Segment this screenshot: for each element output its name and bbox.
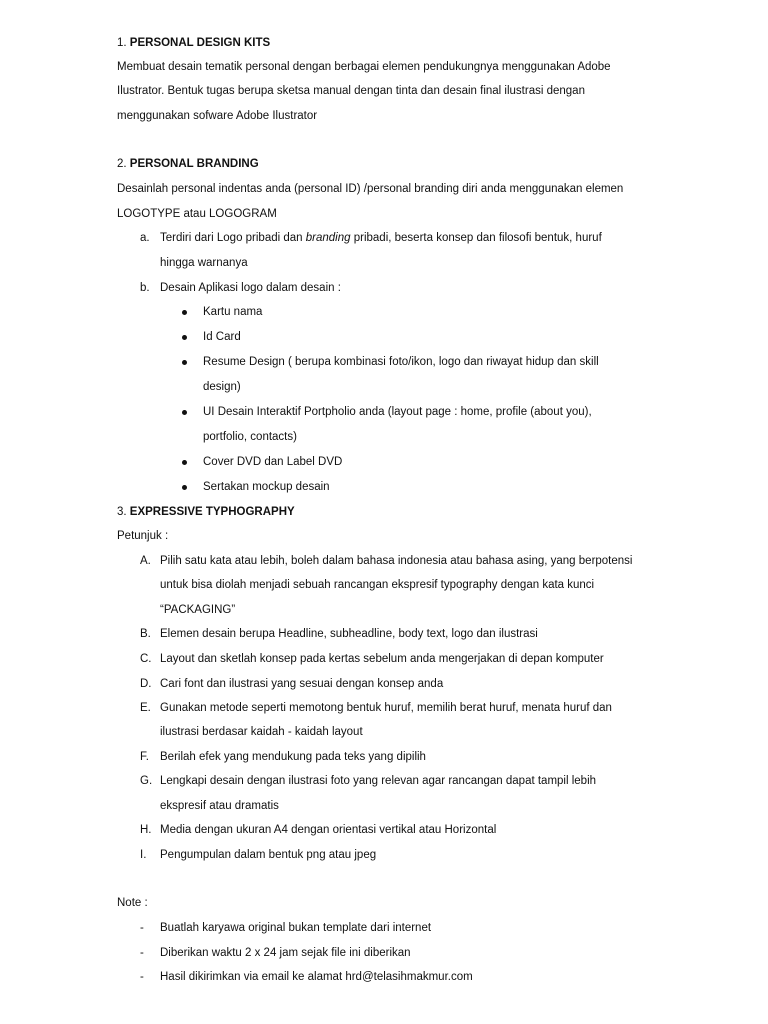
bullet-item: Id Card bbox=[203, 331, 241, 343]
bullet-item: Cover DVD dan Label DVD bbox=[203, 456, 343, 468]
section-2-body-line: LOGOTYPE atau LOGOGRAM bbox=[117, 208, 277, 220]
bullet-dot bbox=[182, 485, 187, 490]
note-item: Buatlah karyawa original bukan template dari internet bbox=[160, 922, 432, 934]
section-3-title: EXPRESSIVE TYPHOGRAPHY bbox=[129, 506, 295, 518]
bullet-dot bbox=[182, 310, 187, 315]
bullet-dot bbox=[182, 460, 187, 465]
section-3-number: 3. bbox=[117, 506, 127, 518]
bullet-item-continuation: portfolio, contacts) bbox=[203, 431, 297, 443]
list-marker-a: a. bbox=[140, 232, 150, 244]
list-item: Cari font dan ilustrasi yang sesuai dengan konsep anda bbox=[160, 678, 444, 690]
bullet-dot bbox=[182, 410, 187, 415]
bullet-item: UI Desain Interaktif Portpholio anda (layout page : home, profile (about you), bbox=[203, 406, 592, 418]
bullet-dot bbox=[182, 335, 187, 340]
list-item-continuation: ekspresif atau dramatis bbox=[160, 800, 279, 812]
section-3-heading bbox=[117, 505, 295, 519]
section-1-title: PERSONAL DESIGN KITS bbox=[129, 37, 271, 49]
list-marker: C. bbox=[140, 653, 152, 665]
note-dash: - bbox=[140, 947, 144, 959]
list-marker: F. bbox=[140, 751, 149, 763]
list-marker-b: b. bbox=[140, 282, 150, 294]
note-dash: - bbox=[140, 922, 144, 934]
bullet-item: Sertakan mockup desain bbox=[203, 481, 330, 493]
list-item: Media dengan ukuran A4 dengan orientasi vertikal atau Horizontal bbox=[160, 824, 497, 836]
list-marker: B. bbox=[140, 628, 151, 640]
list-item-a-continuation: hingga warnanya bbox=[160, 257, 248, 269]
list-marker: E. bbox=[140, 702, 151, 714]
list-item: Pilih satu kata atau lebih, boleh dalam bahasa indonesia atau bahasa asing, yang berpotensi bbox=[160, 555, 633, 567]
list-item: Layout dan sketlah konsep pada kertas sebelum anda mengerjakan di depan komputer bbox=[160, 653, 604, 665]
list-item-continuation: ilustrasi berdasar kaidah - kaidah layout bbox=[160, 726, 363, 738]
list-item: Pengumpulan dalam bentuk png atau jpeg bbox=[160, 849, 377, 861]
list-marker: D. bbox=[140, 678, 152, 690]
bullet-item: Kartu nama bbox=[203, 306, 263, 318]
section-1-heading bbox=[117, 36, 270, 50]
list-item-a bbox=[160, 231, 602, 245]
section-2-heading bbox=[117, 157, 259, 171]
list-item-a-text: Terdiri dari Logo pribadi dan bbox=[160, 232, 306, 244]
bullet-dot bbox=[182, 360, 187, 365]
list-marker: I. bbox=[140, 849, 147, 861]
list-item: Berilah efek yang mendukung pada teks yang dipilih bbox=[160, 751, 426, 763]
section-1-body-line: Membuat desain tematik personal dengan berbagai elemen pendukungnya menggunakan Adobe bbox=[117, 61, 611, 73]
section-3-intro: Petunjuk : bbox=[117, 530, 169, 542]
list-item-b: Desain Aplikasi logo dalam desain : bbox=[160, 282, 341, 294]
bullet-item: Resume Design ( berupa kombinasi foto/ikon, logo dan riwayat hidup dan skill bbox=[203, 356, 599, 368]
section-2-body-line: Desainlah personal indentas anda (personal ID) /personal branding diri anda menggunakan elemen bbox=[117, 183, 624, 195]
section-1-body-line: menggunakan sofware Adobe Ilustrator bbox=[117, 110, 318, 122]
list-item: Lengkapi desain dengan ilustrasi foto yang relevan agar rancangan dapat tampil lebih bbox=[160, 775, 597, 787]
note-item: Diberikan waktu 2 x 24 jam sejak file ini diberikan bbox=[160, 947, 411, 959]
list-item: Gunakan metode seperti memotong bentuk huruf, memilih berat huruf, menata huruf dan bbox=[160, 702, 612, 714]
list-item-a-emphasis: branding bbox=[305, 232, 351, 244]
note-item: Hasil dikirimkan via email ke alamat hrd@telasihmakmur.com bbox=[160, 971, 473, 983]
section-1-body-line: Ilustrator. Bentuk tugas berupa sketsa manual dengan tinta dan desain final ilustrasi dengan bbox=[117, 85, 585, 97]
section-1-number: 1. bbox=[117, 37, 127, 49]
section-2-title: PERSONAL BRANDING bbox=[129, 158, 259, 170]
list-marker: H. bbox=[140, 824, 152, 836]
list-item: Elemen desain berupa Headline, subheadline, body text, logo dan ilustrasi bbox=[160, 628, 538, 640]
list-item-a-text-end: pribadi, beserta konsep dan filosofi bentuk, huruf bbox=[350, 232, 602, 244]
list-item-continuation: untuk bisa diolah menjadi sebuah rancangan ekspresif typography dengan kata kunci bbox=[160, 579, 595, 591]
list-marker: A. bbox=[140, 555, 151, 567]
section-2-number: 2. bbox=[117, 158, 127, 170]
list-item-continuation: “PACKAGING” bbox=[160, 604, 236, 616]
list-marker: G. bbox=[140, 775, 153, 787]
note-dash: - bbox=[140, 971, 144, 983]
bullet-item-continuation: design) bbox=[203, 381, 241, 393]
note-title: Note : bbox=[117, 897, 148, 909]
